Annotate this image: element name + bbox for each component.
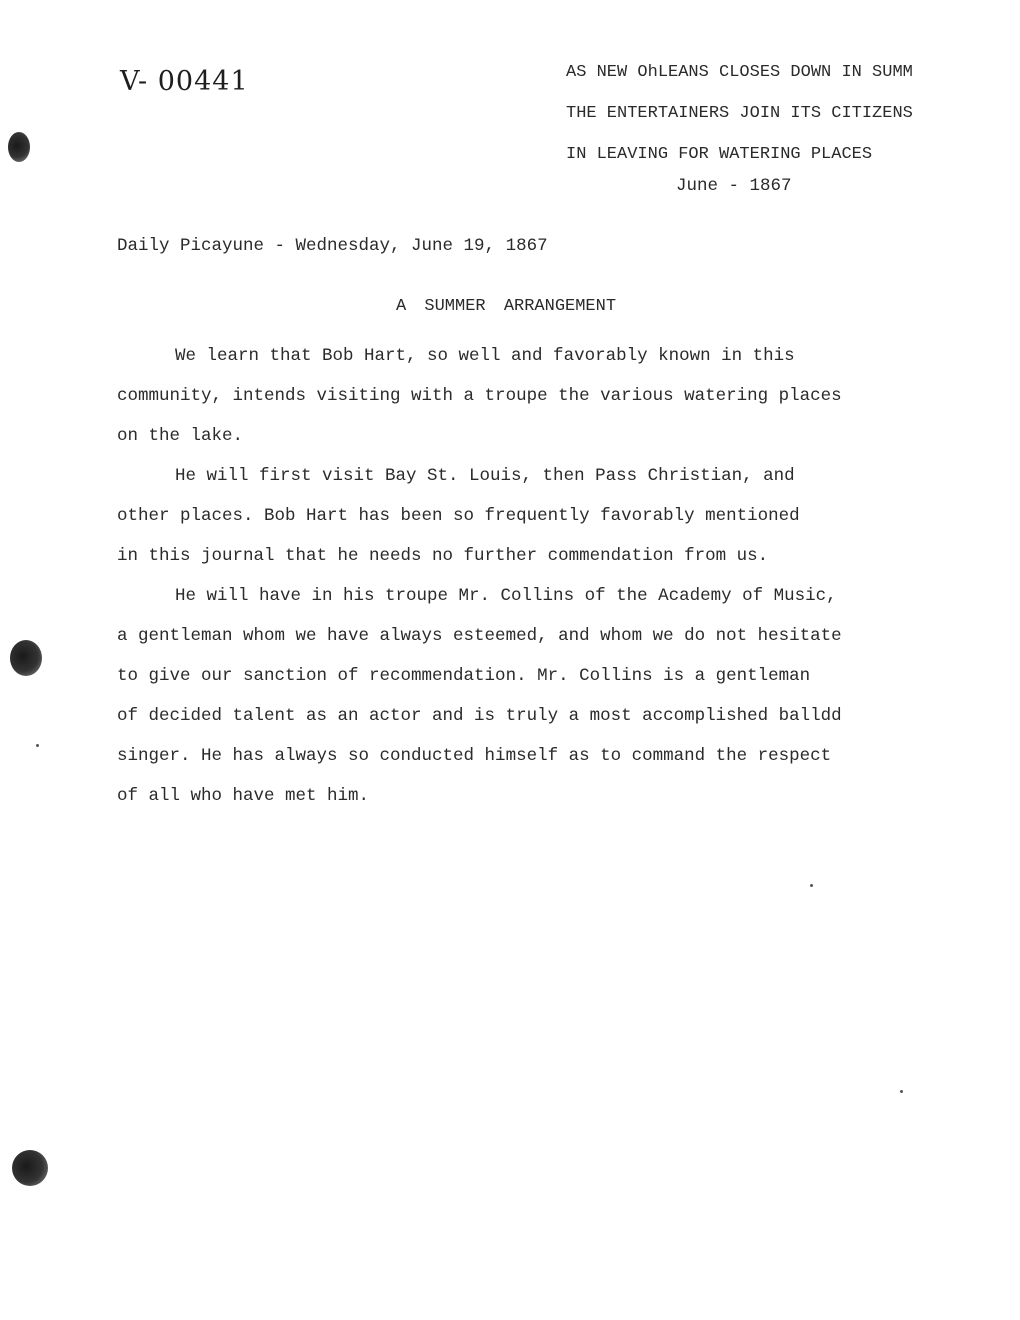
text-line: of all who have met him. [117,786,370,806]
article-title: A SUMMER ARRANGEMENT [396,297,617,316]
headline-line: THE ENTERTAINERS JOIN ITS CITIZENS [566,104,913,123]
paragraph [117,456,977,576]
scan-speck [810,884,813,887]
text-line: He will first visit Bay St. Louis, then Pass Christian, and [175,466,795,486]
scan-speck [36,744,39,747]
headline-line: IN LEAVING FOR WATERING PLACES [566,145,873,164]
headline-date: June - 1867 [676,176,792,196]
binder-hole [10,640,42,676]
text-line: community, intends visiting with a troupe the various watering places [117,386,842,406]
headline [566,52,1006,175]
binder-hole [8,132,30,162]
paragraph [117,576,977,816]
text-line: to give our sanction of recommendation. Mr. Collins is a gentleman [117,666,811,686]
headline-line: AS NEW OhLEANS CLOSES DOWN IN SUMM [566,63,913,82]
text-line: other places. Bob Hart has been so frequently favorably mentioned [117,506,800,526]
text-line: on the lake. [117,426,244,446]
text-line: a gentleman whom we have always esteemed, and whom we do not hesitate [117,626,842,646]
text-line: singer. He has always so conducted himself as to command the respect [117,746,832,766]
text-line: of decided talent as an actor and is truly a most accomplished balldd [117,706,842,726]
source-line: Daily Picayune - Wednesday, June 19, 1867 [117,236,548,256]
document-id: V- 00441 [120,66,249,97]
text-line: He will have in his troupe Mr. Collins of the Academy of Music, [175,586,837,606]
paragraph [117,336,977,456]
scan-speck [900,1090,903,1093]
binder-hole [12,1150,48,1186]
article-body [117,336,977,816]
text-line: We learn that Bob Hart, so well and favorably known in this [175,346,795,366]
text-line: in this journal that he needs no further commendation from us. [117,546,769,566]
